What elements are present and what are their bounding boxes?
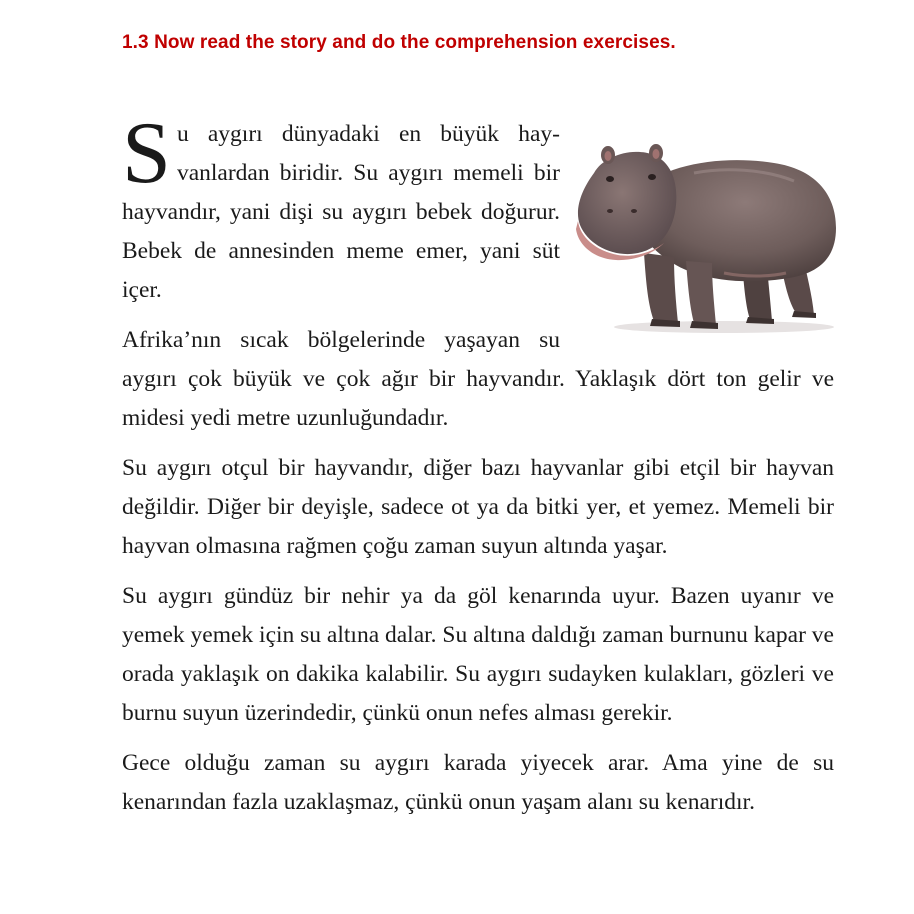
hippo-image <box>574 115 846 347</box>
paragraph-3: Su aygırı otçul bir hayvandır, diğer bazı hayvanlar gibi etçil bir hayvan değildir. Diğer bir deyişle, sadece ot ya da bitki yer, et yemez. Memeli bir hayvan olmasına rağmen çoğu zaman suyun altında yaşar. <box>122 455 834 559</box>
drop-cap: S <box>122 105 171 202</box>
story-text <box>122 105 834 833</box>
paragraph-2: Afrika’nın sıcak bölgelerinde yaşayan su aygırı çok büyük ve çok ağır bir hayvandır. Yaklaşık dört ton gelir ve midesi yedi metre uzunluğundadır. <box>122 327 834 431</box>
hippopotamus-icon <box>574 133 846 338</box>
exercise-heading: 1.3 Now read the story and do the comprehension exercises. <box>122 32 676 53</box>
paragraph-5: Gece olduğu zaman su aygırı karada yiyecek arar. Ama yine de su kenarından fazla uzaklaşmaz, çünkü onun yaşam alanı su kenarıdır. <box>122 750 834 815</box>
paragraph-4: Su aygırı gündüz bir nehir ya da göl kenarında uyur. Bazen uyanır ve yemek yemek için su altına dalar. Su altına daldığı zaman burnunu kapar ve orada yaklaşık on dakika kalabilir. Su aygırı sudayken kulakları, gözleri ve burnu suyun üzerindedir, çünkü onun nefes alması gerekir. <box>122 583 834 726</box>
paragraph-1-text: u aygırı dünyadaki en büyük hayvanlardan biridir. Su aygırı memeli bir hayvandır, yani dişi su aygırı bebek doğurur. Bebek de annesinden meme emer, yani süt içer. <box>122 121 560 303</box>
